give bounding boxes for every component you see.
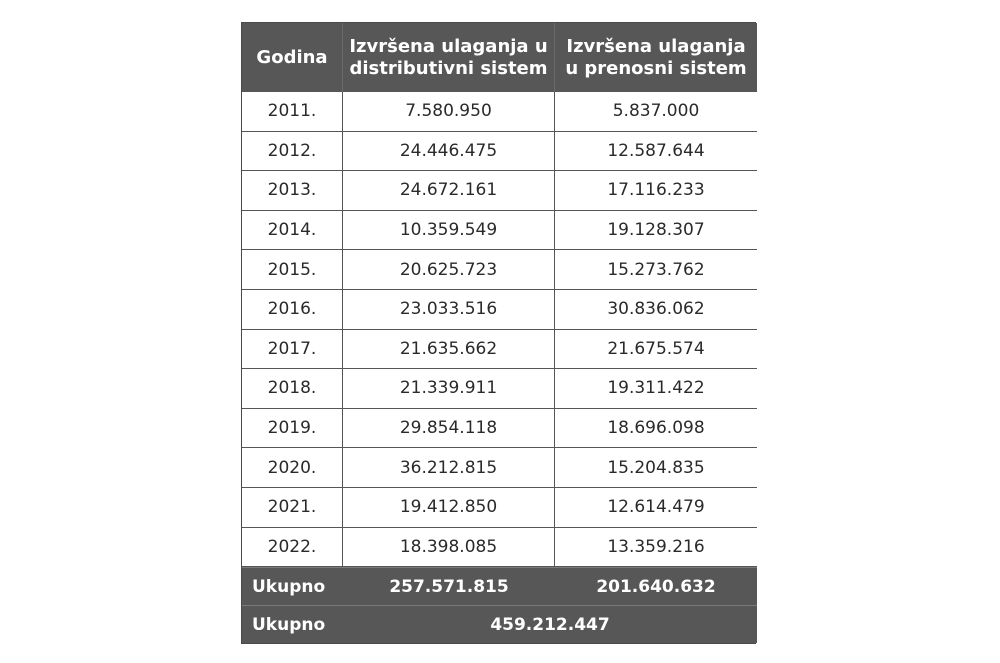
row-distribution: 24.446.475 [343,132,555,172]
row-transmission: 5.837.000 [555,92,757,132]
row-year: 2011. [242,92,343,132]
row-year: 2017. [242,330,343,370]
row-year: 2022. [242,528,343,568]
investment-table [241,22,756,644]
row-distribution: 36.212.815 [343,448,555,488]
row-transmission: 21.675.574 [555,330,757,370]
row-distribution: 19.412.850 [343,488,555,528]
row-transmission: 15.204.835 [555,448,757,488]
row-year: 2012. [242,132,343,172]
row-year: 2018. [242,369,343,409]
totals-transmission: 201.640.632 [555,567,757,605]
row-transmission: 19.128.307 [555,211,757,251]
totals-distribution: 257.571.815 [343,567,555,605]
row-year: 2014. [242,211,343,251]
row-transmission: 18.696.098 [555,409,757,449]
row-year: 2019. [242,409,343,449]
header-transmission: Izvršena ulaganja u prenosni sistem [555,23,757,92]
row-distribution: 7.580.950 [343,92,555,132]
row-year: 2013. [242,171,343,211]
row-distribution: 24.672.161 [343,171,555,211]
row-transmission: 12.587.644 [555,132,757,172]
row-distribution: 23.033.516 [343,290,555,330]
row-transmission: 17.116.233 [555,171,757,211]
row-transmission: 15.273.762 [555,250,757,290]
totals-label: Ukupno [242,567,343,605]
row-year: 2015. [242,250,343,290]
row-distribution: 20.625.723 [343,250,555,290]
header-year: Godina [242,23,343,92]
row-year: 2021. [242,488,343,528]
row-year: 2020. [242,448,343,488]
header-distribution: Izvršena ulaganja u distributivni sistem [343,23,555,92]
row-transmission: 19.311.422 [555,369,757,409]
row-distribution: 21.635.662 [343,330,555,370]
row-distribution: 21.339.911 [343,369,555,409]
row-transmission: 13.359.216 [555,528,757,568]
row-distribution: 10.359.549 [343,211,555,251]
row-distribution: 29.854.118 [343,409,555,449]
row-year: 2016. [242,290,343,330]
row-transmission: 30.836.062 [555,290,757,330]
grand-total-label: Ukupno [242,605,343,643]
grand-total-value: 459.212.447 [343,605,757,643]
row-transmission: 12.614.479 [555,488,757,528]
row-distribution: 18.398.085 [343,528,555,568]
